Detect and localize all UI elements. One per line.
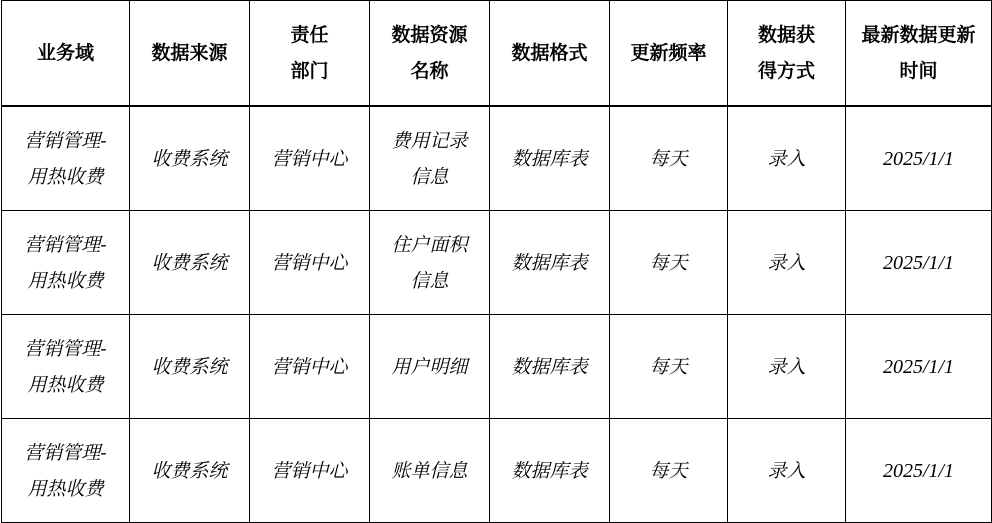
- cell-data-format: 数据库表: [490, 211, 610, 315]
- cell-resource-name: 账单信息: [370, 419, 490, 523]
- cell-data-format: 数据库表: [490, 106, 610, 211]
- cell-responsible-dept: 营销中心: [250, 211, 370, 315]
- cell-data-source: 收费系统: [130, 419, 250, 523]
- cell-resource-name: 住户面积信息: [370, 211, 490, 315]
- table-row: [2, 315, 992, 419]
- cell-update-frequency: 每天: [610, 211, 728, 315]
- table-header-row: [2, 1, 992, 107]
- cell-resource-name: 用户明细: [370, 315, 490, 419]
- cell-latest-update-time: 2025/1/1: [846, 211, 992, 315]
- header-resource-name: 数据资源名称: [370, 1, 490, 107]
- header-acquisition-method: 数据获得方式: [728, 1, 846, 107]
- cell-data-source: 收费系统: [130, 106, 250, 211]
- cell-latest-update-time: 2025/1/1: [846, 315, 992, 419]
- cell-data-source: 收费系统: [130, 315, 250, 419]
- cell-acquisition-method: 录入: [728, 211, 846, 315]
- cell-responsible-dept: 营销中心: [250, 106, 370, 211]
- cell-latest-update-time: 2025/1/1: [846, 419, 992, 523]
- cell-acquisition-method: 录入: [728, 106, 846, 211]
- cell-responsible-dept: 营销中心: [250, 315, 370, 419]
- header-business-domain: 业务域: [2, 1, 130, 107]
- cell-business-domain: 营销管理-用热收费: [2, 419, 130, 523]
- cell-responsible-dept: 营销中心: [250, 419, 370, 523]
- header-update-frequency: 更新频率: [610, 1, 728, 107]
- cell-acquisition-method: 录入: [728, 315, 846, 419]
- cell-resource-name: 费用记录信息: [370, 106, 490, 211]
- cell-update-frequency: 每天: [610, 419, 728, 523]
- table-row: [2, 211, 992, 315]
- cell-update-frequency: 每天: [610, 106, 728, 211]
- cell-business-domain: 营销管理-用热收费: [2, 106, 130, 211]
- cell-business-domain: 营销管理-用热收费: [2, 211, 130, 315]
- header-latest-update-time: 最新数据更新时间: [846, 1, 992, 107]
- table-row: [2, 419, 992, 523]
- cell-data-format: 数据库表: [490, 315, 610, 419]
- cell-data-source: 收费系统: [130, 211, 250, 315]
- cell-latest-update-time: 2025/1/1: [846, 106, 992, 211]
- header-responsible-dept: 责任部门: [250, 1, 370, 107]
- cell-business-domain: 营销管理-用热收费: [2, 315, 130, 419]
- cell-update-frequency: 每天: [610, 315, 728, 419]
- header-data-format: 数据格式: [490, 1, 610, 107]
- cell-data-format: 数据库表: [490, 419, 610, 523]
- header-data-source: 数据来源: [130, 1, 250, 107]
- table-row: [2, 106, 992, 211]
- cell-acquisition-method: 录入: [728, 419, 846, 523]
- data-catalog-table: [1, 0, 992, 523]
